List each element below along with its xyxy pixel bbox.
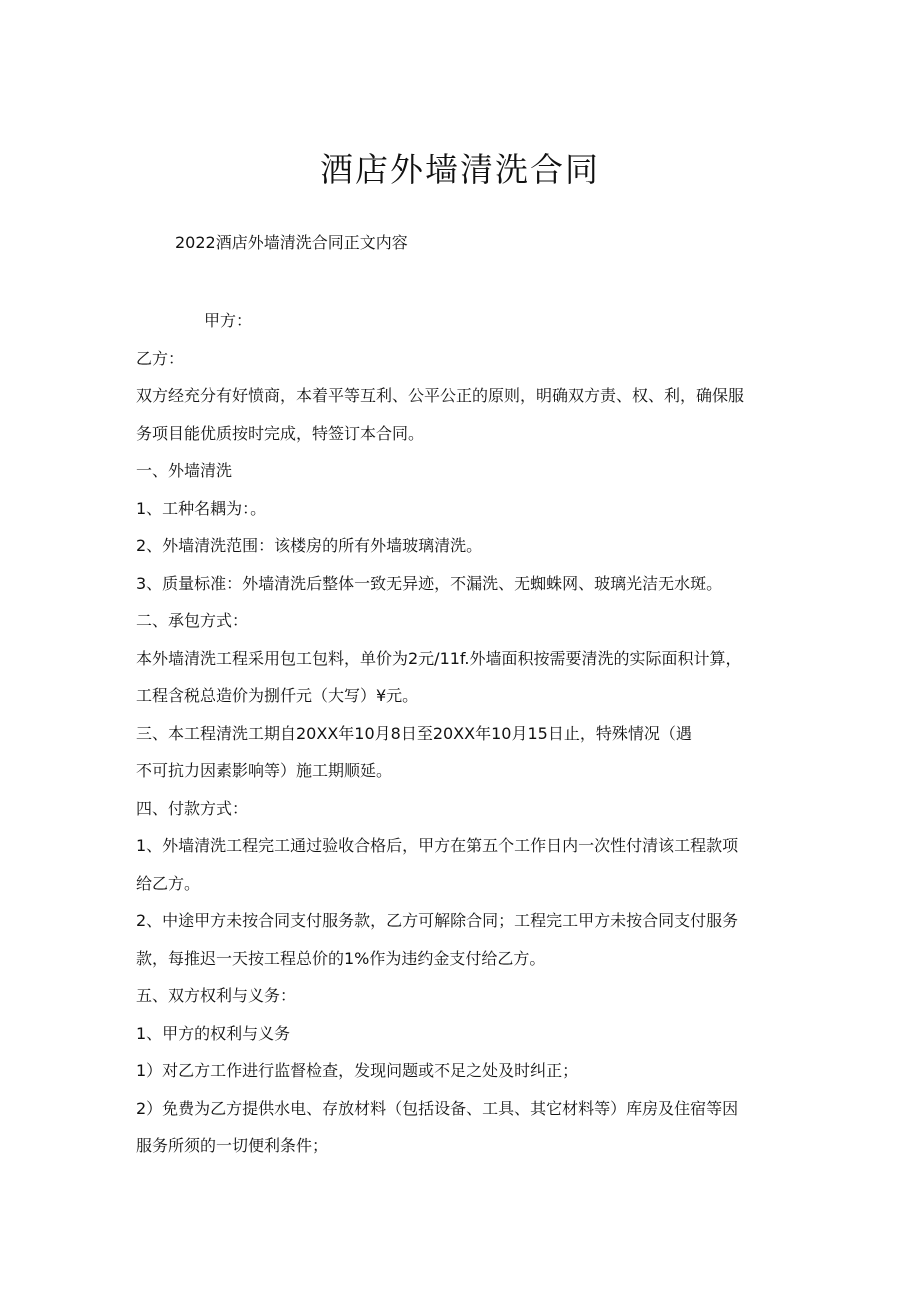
document-subtitle: 2022酒店外墙清洗合同正文内容 bbox=[175, 233, 408, 252]
body-paragraph-line: 服务所须的一切便利条件； bbox=[136, 1136, 329, 1155]
party-a-line: 甲方： bbox=[204, 311, 253, 330]
body-paragraph-line: 1、外墙清洗工程完工通过验收合格后，甲方在第五个工作日内一次性付清该工程款项 bbox=[136, 836, 739, 855]
section-heading: 二、承包方式： bbox=[136, 611, 249, 630]
body-paragraph-line: 1）对乙方工作进行监督检查，发现问题或不足之处及时纠正； bbox=[136, 1061, 579, 1080]
body-paragraph-line: 3、质量标准：外墙清洗后整体一致无异迹，不漏洗、无蜘蛛网、玻璃光洁无水斑。 bbox=[136, 573, 723, 593]
section-heading: 五、双方权利与义务： bbox=[136, 986, 297, 1005]
body-paragraph-line: 不可抗力因素影响等）施工期顺延。 bbox=[136, 761, 393, 780]
party-b-line: 乙方： bbox=[136, 348, 185, 368]
body-paragraph-line: 2、中途甲方未按合同支付服务款，乙方可解除合同；工程完工甲方未按合同支付服务 bbox=[136, 911, 739, 930]
document-title: 酒店外墙清洗合同 bbox=[320, 150, 600, 189]
subsection-heading: 1、甲方的权利与义务 bbox=[136, 1023, 291, 1043]
body-paragraph-line: 工程含税总造价为捌仟元（大写）¥元。 bbox=[136, 686, 419, 705]
body-paragraph-line: 双方经充分有好愤商，本着平等互利、公平公正的原则，明确双方责、权、利，确保服 bbox=[136, 386, 745, 405]
document-body bbox=[136, 302, 792, 1165]
body-paragraph-line: 给乙方。 bbox=[136, 873, 201, 893]
body-paragraph-line: 务项目能优质按时完成，特签订本合同。 bbox=[136, 423, 425, 443]
body-paragraph-line: 1、工种名耦为：。 bbox=[136, 498, 267, 518]
section-heading: 三、本工程清洗工期自20XX年10月8日至20XX年10月15日止，特殊情况（遇 bbox=[136, 723, 692, 743]
body-paragraph-line: 2、外墙清洗范围：该楼房的所有外墙玻璃清洗。 bbox=[136, 536, 483, 555]
section-heading: 一、外墙清洗 bbox=[136, 461, 233, 480]
body-paragraph-line: 款，每推迟一天按工程总价的1%作为违约金支付给乙方。 bbox=[136, 948, 546, 968]
body-paragraph-line: 本外墙清洗工程采用包工包料，单价为2元/11f.外墙面积按需要清洗的实际面积计算， bbox=[136, 648, 742, 668]
section-heading: 四、付款方式： bbox=[136, 798, 249, 818]
body-paragraph-line: 2）免费为乙方提供水电、存放材料（包括设备、工具、其它材料等）库房及住宿等因 bbox=[136, 1098, 739, 1118]
